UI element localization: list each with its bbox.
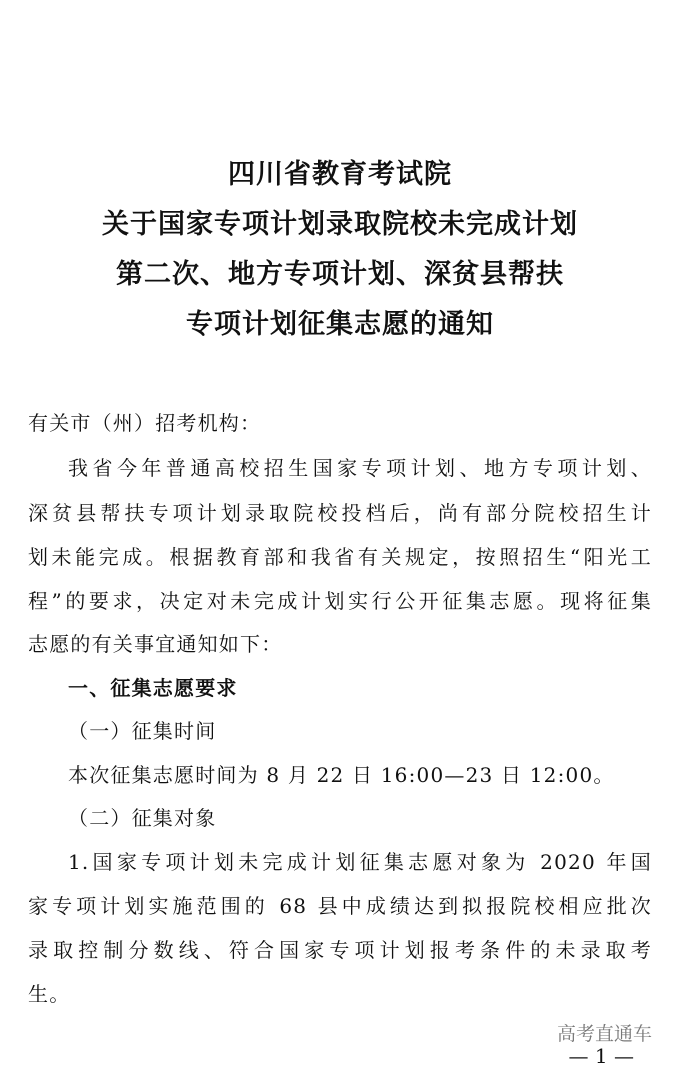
paragraph-2-line-3: 录取控制分数线、符合国家专项计划报考条件的未录取考 <box>28 938 652 962</box>
paragraph-2-line-2: 家专项计划实施范围的 68 县中成绩达到拟报院校相应批次 <box>28 894 652 918</box>
title-line-1: 四川省教育考试院 <box>228 159 452 190</box>
page-number: — 1 — <box>568 1044 634 1068</box>
watermark-text: 高考直通车 <box>556 1023 652 1045</box>
paragraph-2-line-4: 生。 <box>28 982 71 1006</box>
collection-time-text: 本次征集志愿时间为 8 月 22 日 16:00—23 日 12:00。 <box>68 763 615 787</box>
paragraph-1-line-5: 志愿的有关事宜通知如下： <box>28 632 283 656</box>
paragraph-1-line-3: 划未能完成。根据教育部和我省有关规定，按照招生“阳光工 <box>28 545 652 569</box>
paragraph-1-line-1: 我省今年普通高校招生国家专项计划、地方专项计划、 <box>68 456 652 480</box>
section-heading-1: 一、征集志愿要求 <box>68 676 238 700</box>
paragraph-1-line-4: 程”的要求，决定对未完成计划实行公开征集志愿。现将征集 <box>28 589 652 613</box>
paragraph-2-line-1: 1.国家专项计划未完成计划征集志愿对象为 2020 年国 <box>68 850 652 874</box>
subsection-heading-1: （一）征集时间 <box>68 719 217 743</box>
title-line-3: 第二次、地方专项计划、深贫县帮扶 <box>116 259 564 290</box>
paragraph-1-line-2: 深贫县帮扶专项计划录取院校投档后，尚有部分院校招生计 <box>28 501 652 525</box>
subsection-heading-2: （二）征集对象 <box>68 806 217 830</box>
title-line-2: 关于国家专项计划录取院校未完成计划 <box>102 209 578 240</box>
salutation: 有关市（州）招考机构： <box>28 411 262 435</box>
title-line-4: 专项计划征集志愿的通知 <box>186 309 494 340</box>
